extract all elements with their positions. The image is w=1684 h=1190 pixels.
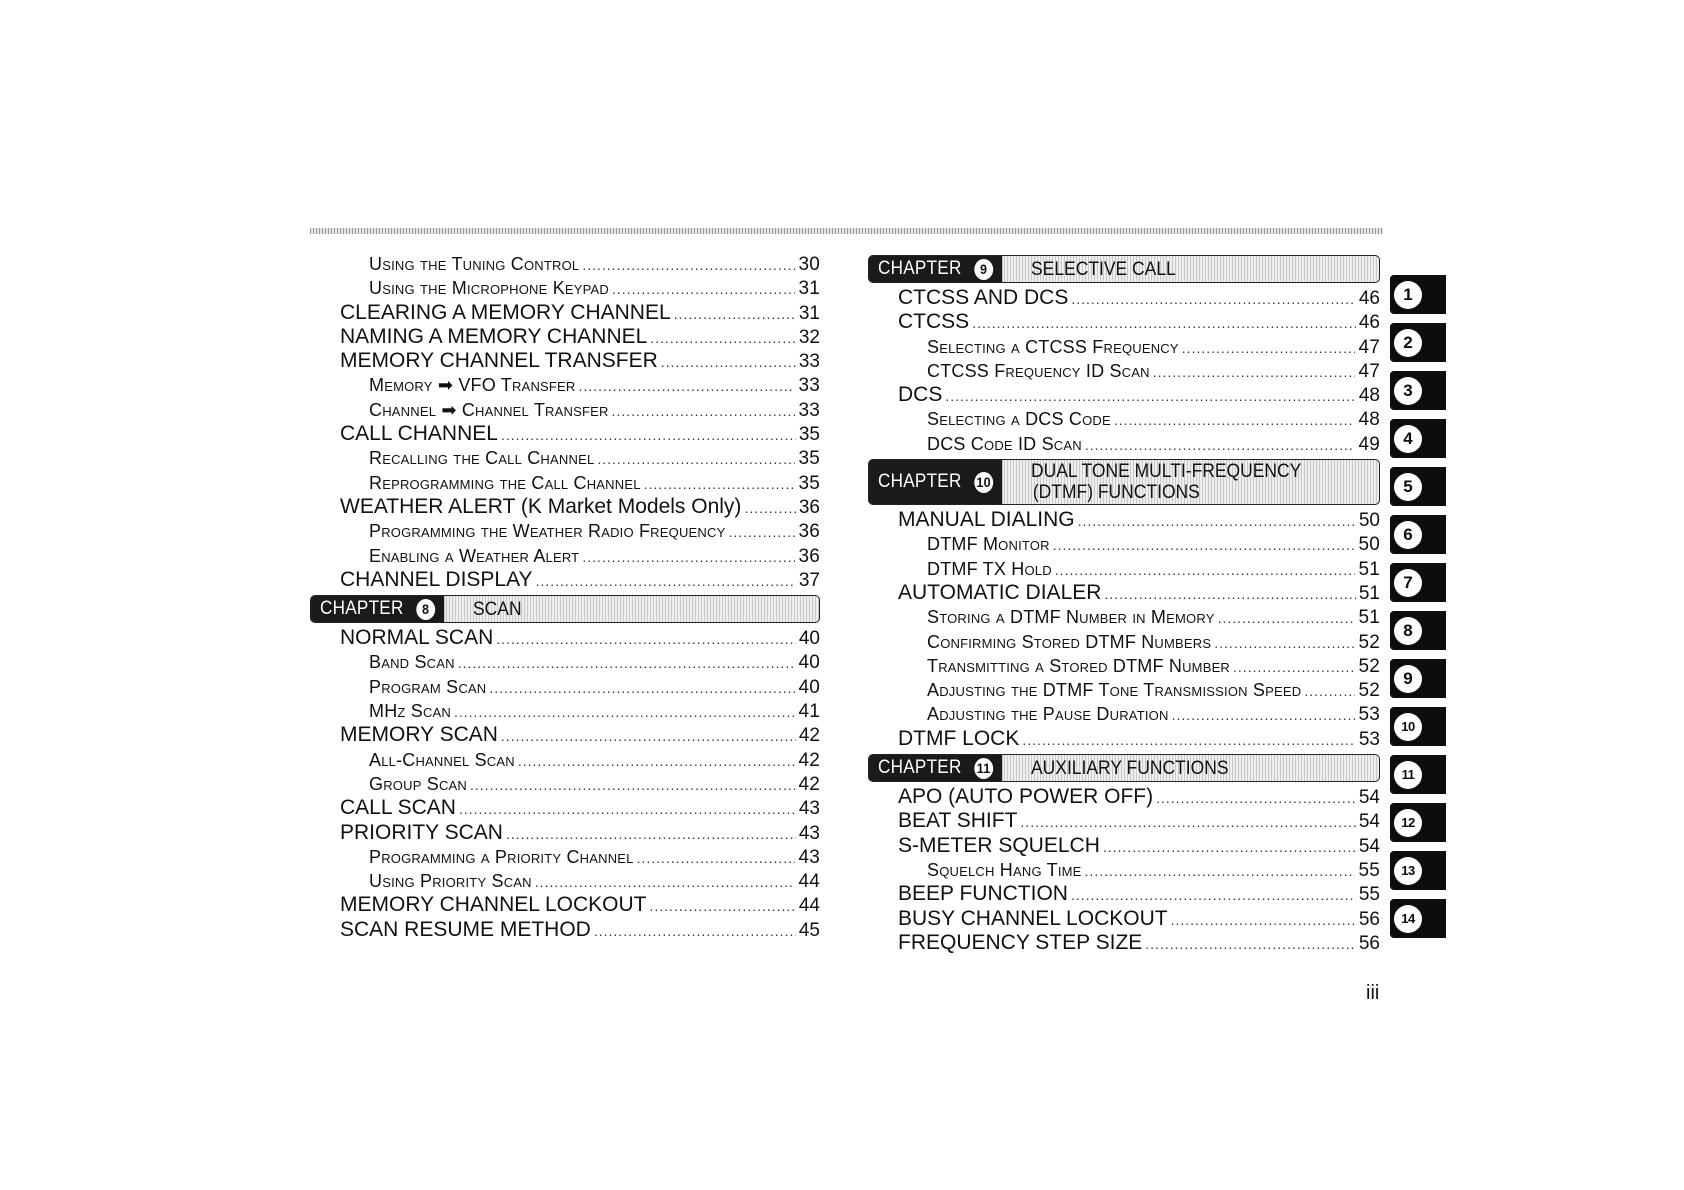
- toc-entry-title: Using Priority Scan: [369, 871, 532, 892]
- toc-entry-page: 37: [798, 569, 820, 591]
- toc-entry-title: Reprogramming the Call Channel: [369, 472, 641, 493]
- dot-leader: [1103, 835, 1356, 859]
- toc-entry[interactable]: [310, 301, 820, 325]
- toc-entry[interactable]: [868, 532, 1380, 556]
- toc-entry[interactable]: [868, 630, 1380, 654]
- chapter-heading-8: [310, 595, 820, 623]
- chapter-number: 8: [416, 599, 435, 620]
- chapter-tab-7[interactable]: [1390, 563, 1446, 602]
- toc-entry-title: MEMORY CHANNEL LOCKOUT: [340, 893, 647, 917]
- toc-entry[interactable]: [868, 310, 1380, 334]
- toc-entry-page: 50: [1358, 534, 1380, 556]
- toc-entry-title: DTMF TX Hold: [927, 558, 1052, 579]
- toc-entry[interactable]: [868, 785, 1380, 809]
- dot-leader: [1053, 533, 1356, 557]
- toc-entry-title: BUSY CHANNEL LOCKOUT: [898, 906, 1168, 930]
- toc-entry-title: DCS Code ID Scan: [927, 433, 1082, 454]
- toc-entry-title: APO (AUTO POWER OFF): [898, 785, 1154, 809]
- toc-entry-title: S-METER SQUELCH: [898, 833, 1100, 857]
- dot-leader: [945, 384, 1356, 408]
- toc-entry-page: 40: [798, 676, 820, 698]
- toc-entry[interactable]: [310, 252, 820, 276]
- dot-leader: [459, 797, 796, 821]
- chapter-tab-number: 13: [1394, 857, 1422, 885]
- toc-entry-page: 43: [798, 846, 820, 868]
- chapter-tab-4[interactable]: [1390, 419, 1446, 458]
- dot-leader: [1182, 336, 1356, 360]
- chapter-tab-number: 9: [1394, 665, 1422, 693]
- chapter-tab-number: 10: [1394, 713, 1422, 741]
- toc-entry-page: 42: [798, 725, 820, 747]
- toc-entry[interactable]: [310, 398, 820, 422]
- dot-leader: [650, 326, 796, 350]
- chapter-tab-12[interactable]: [1390, 803, 1446, 842]
- toc-entry[interactable]: [868, 727, 1380, 751]
- chapter-number: 10: [974, 472, 993, 493]
- toc-entry-page: 41: [798, 701, 820, 723]
- toc-left-column: [310, 252, 820, 942]
- toc-entry[interactable]: [310, 821, 820, 845]
- toc-entry[interactable]: [310, 748, 820, 772]
- toc-entry-page: 36: [798, 545, 820, 567]
- chapter-heading-11: [868, 754, 1380, 782]
- toc-entry-title: Programming the Weather Radio Frequency: [369, 521, 726, 542]
- dot-leader: [1078, 509, 1356, 533]
- toc-entry-page: 47: [1358, 360, 1380, 382]
- toc-entry-page: 43: [798, 822, 820, 844]
- chapter-tab-11[interactable]: [1390, 755, 1446, 794]
- toc-entry-page: 53: [1358, 728, 1380, 750]
- dot-leader: [582, 253, 795, 277]
- chapter-tab-8[interactable]: [1390, 611, 1446, 650]
- dot-leader: [1085, 433, 1356, 457]
- toc-entry-title: Selecting a DCS Code: [927, 409, 1111, 430]
- toc-entry-page: 31: [798, 278, 820, 300]
- toc-entry[interactable]: [310, 349, 820, 373]
- dot-leader: [1055, 558, 1356, 582]
- dot-leader: [1104, 582, 1355, 606]
- toc-entry[interactable]: [868, 907, 1380, 931]
- toc-entry-title: CALL SCAN: [340, 796, 456, 820]
- toc-entry-title: PRIORITY SCAN: [340, 820, 503, 844]
- chapter-label: CHAPTER: [878, 258, 962, 279]
- chapter-tab-9[interactable]: [1390, 659, 1446, 698]
- dot-leader: [536, 569, 796, 593]
- toc-entry[interactable]: [868, 432, 1380, 456]
- toc-entry-title: SCAN RESUME METHOD: [340, 917, 591, 941]
- toc-entry-page: 52: [1358, 631, 1380, 653]
- toc-entry[interactable]: [868, 581, 1380, 605]
- toc-entry-title: CTCSS: [898, 310, 970, 334]
- chapter-label: CHAPTER: [878, 471, 962, 493]
- dot-leader: [1020, 810, 1355, 834]
- toc-entry[interactable]: [310, 893, 820, 917]
- chapter-title-line: (DTMF) FUNCTIONS: [1032, 482, 1200, 504]
- chapter-tab-1[interactable]: [1390, 275, 1446, 314]
- toc-entry-page: 51: [1358, 558, 1380, 580]
- toc-entry-page: 36: [798, 496, 820, 518]
- toc-entry-title: MEMORY CHANNEL TRANSFER: [340, 349, 658, 373]
- toc-entry-page: 55: [1358, 859, 1380, 881]
- toc-entry-title: Memory ➡ VFO Transfer: [369, 375, 576, 396]
- toc-entry-page: 44: [798, 871, 820, 893]
- toc-entry-page: 54: [1358, 787, 1380, 809]
- toc-entry[interactable]: [310, 495, 820, 519]
- dot-leader: [1153, 360, 1356, 384]
- toc-entry-page: 32: [798, 326, 820, 348]
- toc-entry-title: CTCSS Frequency ID Scan: [927, 360, 1150, 381]
- toc-entry[interactable]: [310, 723, 820, 747]
- toc-entry-title: Transmitting a Stored DTMF Number: [927, 655, 1231, 676]
- toc-entry[interactable]: [310, 918, 820, 942]
- toc-entry-title: Programming a Priority Channel: [369, 846, 634, 867]
- toc-entry[interactable]: [310, 699, 820, 723]
- chapter-title-line: SCAN: [472, 598, 522, 620]
- chapter-title-line: DUAL TONE MULTI-FREQUENCY: [1030, 461, 1302, 483]
- dot-leader: [594, 919, 796, 943]
- chapter-tab-3[interactable]: [1390, 371, 1446, 410]
- chapter-title: [1031, 259, 1176, 280]
- dot-leader: [972, 311, 1356, 335]
- toc-entry-title: CLEARING A MEMORY CHANNEL: [340, 300, 671, 324]
- toc-entry-title: Channel ➡ Channel Transfer: [369, 399, 609, 420]
- toc-entry[interactable]: [868, 335, 1380, 359]
- toc-entry-title: All-Channel Scan: [369, 749, 515, 770]
- toc-entry-page: 51: [1358, 607, 1380, 629]
- toc-entry-page: 42: [798, 773, 820, 795]
- toc-entry[interactable]: [868, 508, 1380, 532]
- dot-leader: [1172, 703, 1356, 727]
- toc-entry[interactable]: [868, 882, 1380, 906]
- chapter-number: 11: [974, 758, 993, 779]
- chapter-tab-number: 7: [1394, 569, 1422, 597]
- toc-entry-title: NORMAL SCAN: [340, 626, 494, 650]
- toc-entry-title: BEAT SHIFT: [898, 809, 1018, 833]
- toc-entry-title: DTMF Monitor: [927, 534, 1050, 555]
- dot-leader: [582, 545, 795, 569]
- dot-leader: [1145, 932, 1356, 956]
- toc-entry-page: 54: [1358, 811, 1380, 833]
- toc-entry-page: 43: [798, 798, 820, 820]
- header-rule: [310, 228, 1383, 234]
- dot-leader: [506, 822, 796, 846]
- dot-leader: [1114, 408, 1356, 432]
- toc-entry-title: BEEP FUNCTION: [898, 882, 1068, 906]
- chapter-tag: [311, 596, 444, 622]
- dot-leader: [1071, 287, 1356, 311]
- dot-leader: [1218, 606, 1356, 630]
- toc-entry-title: Program Scan: [369, 676, 487, 697]
- toc-entry-page: 31: [798, 302, 820, 324]
- toc-entry-title: Using the Microphone Keypad: [369, 278, 610, 299]
- chapter-heading-9: [868, 255, 1380, 283]
- toc-entry-page: 56: [1358, 908, 1380, 930]
- toc-entry[interactable]: [868, 678, 1380, 702]
- chapter-tab-number: 1: [1394, 281, 1422, 309]
- toc-entry-page: 45: [798, 919, 820, 941]
- toc-entry-title: CHANNEL DISPLAY: [340, 567, 533, 591]
- chapter-tab-2[interactable]: [1390, 323, 1446, 362]
- toc-entry-title: Adjusting the Pause Duration: [927, 704, 1169, 725]
- chapter-tag: [869, 755, 1002, 781]
- toc-entry-page: 52: [1358, 680, 1380, 702]
- toc-entry[interactable]: [868, 858, 1380, 882]
- toc-entry-page: 46: [1358, 312, 1380, 334]
- toc-entry-title: DCS: [898, 383, 943, 407]
- chapter-label: CHAPTER: [878, 757, 962, 779]
- toc-entry[interactable]: [310, 869, 820, 893]
- dot-leader: [1171, 908, 1356, 932]
- toc-entry[interactable]: [868, 605, 1380, 629]
- chapter-tab-number: 11: [1394, 761, 1422, 789]
- dot-leader: [644, 472, 796, 496]
- dot-leader: [650, 894, 796, 918]
- toc-entry-title: Storing a DTMF Number in Memory: [927, 607, 1215, 628]
- toc-entry-page: 53: [1358, 704, 1380, 726]
- toc-entry-title: Using the Tuning Control: [369, 254, 580, 274]
- toc-entry-page: 35: [798, 448, 820, 470]
- toc-entry-page: 49: [1358, 433, 1380, 455]
- dot-leader: [612, 277, 795, 301]
- dot-leader: [1156, 786, 1356, 810]
- chapter-tab-number: 12: [1394, 809, 1422, 837]
- dot-leader: [458, 651, 796, 675]
- toc-entry[interactable]: [310, 519, 820, 543]
- dot-leader: [744, 496, 795, 520]
- toc-entry[interactable]: [310, 845, 820, 869]
- dot-leader: [674, 302, 796, 326]
- dot-leader: [496, 627, 796, 651]
- toc-entry-title: Band Scan: [369, 652, 455, 673]
- toc-entry[interactable]: [310, 675, 820, 699]
- toc-entry-title: Adjusting the DTMF Tone Transmission Speed: [927, 680, 1302, 701]
- dot-leader: [1233, 655, 1355, 679]
- dot-leader: [1022, 728, 1356, 752]
- toc-entry[interactable]: [868, 383, 1380, 407]
- toc-entry-page: 46: [1358, 288, 1380, 309]
- toc-entry-page: 48: [1358, 385, 1380, 407]
- toc-entry-title: AUTOMATIC DIALER: [898, 580, 1102, 604]
- toc-entry-title: Enabling a Weather Alert: [369, 545, 580, 566]
- toc-entry-title: CALL CHANNEL: [340, 422, 498, 446]
- toc-entry-page: 55: [1358, 884, 1380, 906]
- chapter-title-line: AUXILIARY FUNCTIONS: [1030, 757, 1229, 779]
- toc-entry[interactable]: [310, 544, 820, 568]
- toc-entry-page: 33: [798, 375, 820, 397]
- toc-entry-page: 51: [1358, 582, 1380, 604]
- dot-leader: [1304, 679, 1355, 703]
- chapter-tab-number: 2: [1394, 329, 1422, 357]
- page-number: iii: [1366, 982, 1380, 1004]
- toc-entry-page: 33: [798, 351, 820, 373]
- toc-entry-title: MEMORY SCAN: [340, 723, 498, 747]
- toc-entry[interactable]: [868, 931, 1380, 955]
- toc-entry[interactable]: [868, 654, 1380, 678]
- dot-leader: [535, 870, 796, 894]
- chapter-tab-number: 4: [1394, 425, 1422, 453]
- toc-entry-page: 56: [1358, 932, 1380, 954]
- toc-entry-page: 36: [798, 521, 820, 543]
- dot-leader: [579, 374, 796, 398]
- toc-entry-title: WEATHER ALERT (K Market Models Only): [340, 494, 742, 518]
- chapter-tab-number: 5: [1394, 473, 1422, 501]
- dot-leader: [501, 423, 796, 447]
- toc-entry-title: DTMF LOCK: [898, 726, 1020, 750]
- toc-entry-page: 40: [798, 652, 820, 674]
- dot-leader: [454, 700, 795, 724]
- chapter-tag: [869, 256, 1002, 282]
- toc-entry-page: 48: [1358, 409, 1380, 431]
- toc-entry-title: FREQUENCY STEP SIZE: [898, 930, 1143, 954]
- dot-leader: [1071, 883, 1356, 907]
- chapter-number: 9: [974, 259, 993, 280]
- toc-entry-page: 42: [798, 749, 820, 771]
- toc-entry[interactable]: [868, 359, 1380, 383]
- chapter-title: [1031, 461, 1301, 503]
- dot-leader: [728, 520, 795, 544]
- dot-leader: [1214, 631, 1355, 655]
- toc-entry-page: 54: [1358, 835, 1380, 857]
- dot-leader: [661, 350, 796, 374]
- dot-leader: [470, 773, 795, 797]
- toc-entry-page: 52: [1358, 655, 1380, 677]
- toc-entry-title: NAMING A MEMORY CHANNEL: [340, 324, 648, 348]
- toc-right-column: [868, 252, 1380, 955]
- toc-entry-title: Recalling the Call Channel: [369, 448, 595, 469]
- toc-entry-title: Group Scan: [369, 773, 468, 794]
- toc-entry[interactable]: [310, 626, 820, 650]
- toc-entry[interactable]: [310, 325, 820, 349]
- toc-entry-page: 44: [798, 895, 820, 917]
- toc-entry[interactable]: [868, 809, 1380, 833]
- dot-leader: [518, 749, 796, 773]
- toc-entry-title: MHz Scan: [369, 701, 451, 722]
- chapter-tab-number: 8: [1394, 617, 1422, 645]
- toc-entry[interactable]: [310, 373, 820, 397]
- toc-entry[interactable]: [310, 796, 820, 820]
- toc-entry[interactable]: [310, 471, 820, 495]
- dot-leader: [501, 724, 796, 748]
- chapter-tab-number: 6: [1394, 521, 1422, 549]
- toc-entry[interactable]: [868, 702, 1380, 726]
- chapter-tabs: [1390, 275, 1446, 947]
- dot-leader: [612, 399, 796, 423]
- toc-entry[interactable]: [310, 446, 820, 470]
- toc-entry-title: Selecting a CTCSS Frequency: [927, 336, 1179, 357]
- toc-entry-title: CTCSS AND DCS: [898, 286, 1069, 309]
- toc-entry-title: Squelch Hang Time: [927, 859, 1082, 880]
- toc-entry-page: 35: [798, 472, 820, 494]
- chapter-tab-13[interactable]: [1390, 851, 1446, 890]
- chapter-tab-number: 14: [1394, 905, 1422, 933]
- chapter-tab-6[interactable]: [1390, 515, 1446, 554]
- chapter-title: [1031, 758, 1229, 779]
- toc-entry-title: Confirming Stored DTMF Numbers: [927, 631, 1212, 652]
- chapter-label: CHAPTER: [320, 598, 404, 620]
- toc-entry-title: MANUAL DIALING: [898, 508, 1075, 532]
- toc-entry[interactable]: [310, 568, 820, 592]
- chapter-title: [473, 599, 522, 620]
- toc-entry-page: 35: [798, 424, 820, 446]
- toc-entry-page: 50: [1358, 510, 1380, 532]
- chapter-heading-10: [868, 459, 1380, 505]
- chapter-title-line: SELECTIVE CALL: [1030, 258, 1176, 280]
- toc-entry-page: 40: [798, 628, 820, 650]
- toc-entry[interactable]: [868, 834, 1380, 858]
- chapter-tab-10[interactable]: [1390, 707, 1446, 746]
- toc-entry-page: 30: [798, 254, 820, 275]
- dot-leader: [1085, 859, 1356, 883]
- dot-leader: [489, 676, 795, 700]
- toc-entry[interactable]: [310, 422, 820, 446]
- chapter-tab-5[interactable]: [1390, 467, 1446, 506]
- chapter-tag: [869, 460, 1002, 504]
- toc-entry[interactable]: [868, 286, 1380, 310]
- toc-entry[interactable]: [868, 557, 1380, 581]
- dot-leader: [597, 447, 795, 471]
- chapter-tab-number: 3: [1394, 377, 1422, 405]
- dot-leader: [637, 846, 796, 870]
- toc-entry[interactable]: [310, 650, 820, 674]
- chapter-tab-14[interactable]: [1390, 899, 1446, 938]
- toc-entry[interactable]: [310, 772, 820, 796]
- toc-entry[interactable]: [868, 407, 1380, 431]
- toc-entry-page: 33: [798, 399, 820, 421]
- toc-entry[interactable]: [310, 276, 820, 300]
- toc-entry-page: 47: [1358, 336, 1380, 358]
